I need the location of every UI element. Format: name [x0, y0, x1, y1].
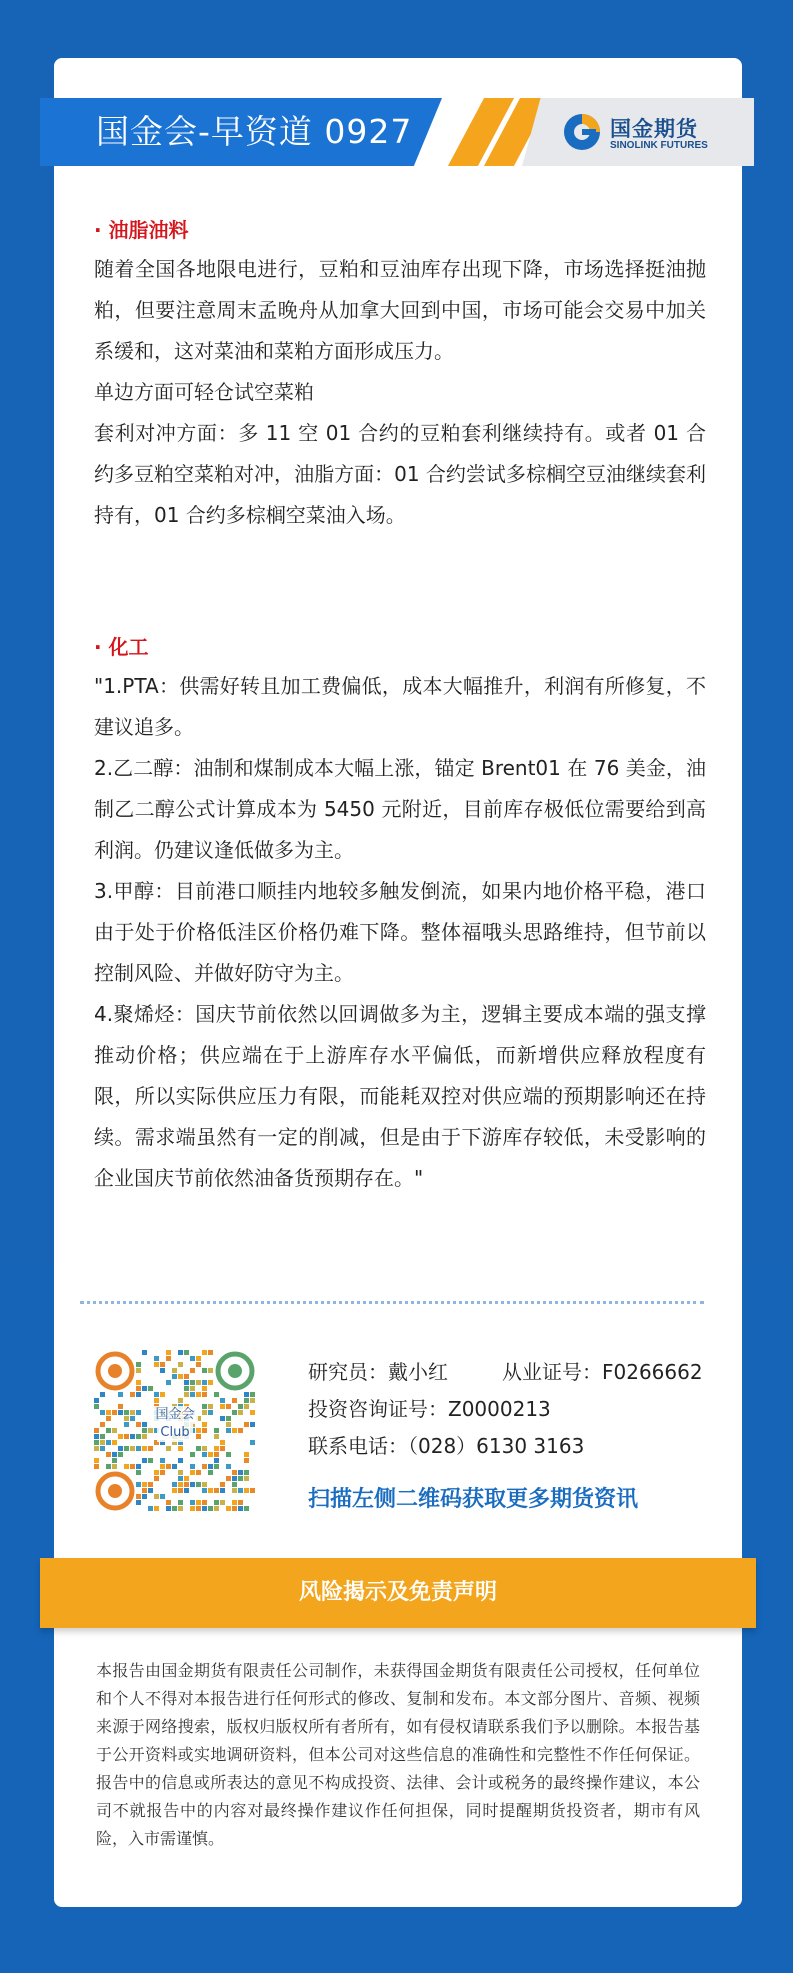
qr-module: [136, 1500, 141, 1505]
qr-label-line2: Club: [157, 1424, 192, 1442]
qr-module: [226, 1452, 231, 1457]
qr-module: [232, 1476, 237, 1481]
qr-module: [244, 1488, 249, 1493]
qr-module: [172, 1488, 177, 1493]
qr-module: [196, 1506, 201, 1511]
qr-module: [214, 1458, 219, 1463]
qr-module: [202, 1506, 207, 1511]
qr-module: [154, 1476, 159, 1481]
qr-module: [178, 1506, 183, 1511]
qr-module: [160, 1494, 165, 1499]
qr-module: [202, 1368, 207, 1373]
qr-module: [196, 1392, 201, 1397]
qr-module: [160, 1368, 165, 1373]
qr-module: [166, 1356, 171, 1361]
qr-module: [190, 1464, 195, 1469]
qr-module: [208, 1464, 213, 1469]
qr-module: [184, 1488, 189, 1493]
qr-module: [226, 1464, 231, 1469]
dotted-divider: [80, 1301, 704, 1304]
qr-module: [202, 1500, 207, 1505]
qr-module: [202, 1380, 207, 1385]
qr-module: [250, 1392, 255, 1397]
qr-module: [148, 1488, 153, 1493]
qr-module: [100, 1446, 105, 1451]
qr-module: [148, 1458, 153, 1463]
qr-module: [142, 1458, 147, 1463]
qr-module: [202, 1488, 207, 1493]
qr-module: [136, 1482, 141, 1487]
qr-module: [202, 1452, 207, 1457]
qr-module: [184, 1476, 189, 1481]
qr-module: [208, 1368, 213, 1373]
qr-module: [208, 1506, 213, 1511]
qr-module: [196, 1482, 201, 1487]
qr-module: [130, 1446, 135, 1451]
qr-module: [94, 1398, 99, 1403]
qr-module: [178, 1446, 183, 1451]
qr-module: [244, 1476, 249, 1481]
qr-module: [190, 1482, 195, 1487]
qr-module: [232, 1398, 237, 1403]
logo-text-cn: 国金期货: [610, 117, 698, 141]
qr-module: [160, 1458, 165, 1463]
qr-module: [178, 1458, 183, 1463]
qr-module: [232, 1506, 237, 1511]
qr-module: [166, 1446, 171, 1451]
qr-module: [142, 1350, 147, 1355]
qr-module: [214, 1500, 219, 1505]
qr-module: [184, 1380, 189, 1385]
qr-module: [136, 1494, 141, 1499]
phone-number: 联系电话：（028）6130 3163: [308, 1434, 585, 1458]
qr-module: [112, 1452, 117, 1457]
qr-module: [136, 1386, 141, 1391]
qr-module: [196, 1362, 201, 1367]
risk-title: 风险揭示及免责声明: [298, 1580, 497, 1605]
qr-module: [130, 1464, 135, 1469]
qr-module: [118, 1452, 123, 1457]
qr-module: [244, 1506, 249, 1511]
section-paragraph: 单边方面可轻仓试空菜粕: [94, 380, 314, 404]
qr-label: [94, 1406, 256, 1442]
qr-finder-dot: [108, 1484, 122, 1498]
qr-module: [154, 1506, 159, 1511]
qr-module: [190, 1500, 195, 1505]
qr-module: [118, 1446, 123, 1451]
qr-module: [160, 1470, 165, 1475]
qr-module: [106, 1452, 111, 1457]
qr-module: [148, 1506, 153, 1511]
qr-module: [178, 1470, 183, 1475]
qr-module: [160, 1392, 165, 1397]
qr-module: [232, 1500, 237, 1505]
qr-module: [208, 1350, 213, 1355]
qr-module: [112, 1464, 117, 1469]
qr-module: [244, 1452, 249, 1457]
qr-module: [136, 1470, 141, 1475]
qr-module: [196, 1380, 201, 1385]
qr-module: [142, 1482, 147, 1487]
qr-finder-dot: [108, 1364, 122, 1378]
qr-module: [220, 1500, 225, 1505]
qr-module: [94, 1446, 99, 1451]
qr-module: [220, 1482, 225, 1487]
qr-module: [148, 1482, 153, 1487]
qr-module: [136, 1392, 141, 1397]
qr-module: [232, 1482, 237, 1487]
qr-module: [154, 1494, 159, 1499]
qr-finder-dot: [228, 1364, 242, 1378]
qr-module: [196, 1446, 201, 1451]
qr-module: [190, 1380, 195, 1385]
qr-module: [202, 1446, 207, 1451]
qr-module: [178, 1488, 183, 1493]
qr-module: [178, 1476, 183, 1481]
qr-module: [94, 1458, 99, 1463]
qr-module: [166, 1506, 171, 1511]
qr-module: [202, 1386, 207, 1391]
qr-module: [154, 1362, 159, 1367]
qr-module: [226, 1506, 231, 1511]
license-number: 从业证号：F0266662: [502, 1360, 703, 1384]
qr-module: [214, 1488, 219, 1493]
qr-module: [214, 1464, 219, 1469]
researcher-name: 研究员：戴小红: [308, 1360, 448, 1384]
qr-module: [184, 1392, 189, 1397]
section-paragraph: 4.聚烯烃：国庆节前依然以回调做多为主，逻辑主要成本端的强支撑推动价格；供应端在于上游库存水平偏低，而新增供应释放程度有限，所以实际供应压力有限，而能耗双控对供应端的预期影响还在持续。需求端虽然有一定的削减，但是由于下游库存较低，未受影响的企业国庆节前依然油备货预期存在。": [94, 1002, 706, 1190]
qr-module: [136, 1380, 141, 1385]
qr-module: [196, 1500, 201, 1505]
qr-module: [208, 1470, 213, 1475]
qr-code[interactable]: [94, 1350, 256, 1512]
qr-module: [244, 1392, 249, 1397]
section-heading: · 化工: [94, 635, 149, 659]
section-paragraph: 2.乙二醇：油制和煤制成本大幅上涨，锚定 Brent01 在 76 美金，油制乙二醇公式计算成本为 5450 元附近，目前库存极低位需要给到高利润。仍建议逢低做多为主。: [94, 756, 706, 862]
qr-module: [190, 1452, 195, 1457]
section-chemicals: [94, 628, 706, 1199]
qr-module: [202, 1350, 207, 1355]
qr-module: [226, 1476, 231, 1481]
qr-module: [136, 1464, 141, 1469]
section-heading: · 油脂油料: [94, 218, 189, 242]
qr-module: [94, 1464, 99, 1469]
qr-module: [184, 1386, 189, 1391]
qr-module: [208, 1488, 213, 1493]
qr-module: [232, 1470, 237, 1475]
qr-module: [178, 1482, 183, 1487]
qr-module: [244, 1398, 249, 1403]
qr-module: [154, 1398, 159, 1403]
qr-module: [244, 1458, 249, 1463]
qr-module: [220, 1446, 225, 1451]
qr-module: [190, 1386, 195, 1391]
qr-module: [148, 1386, 153, 1391]
qr-module: [190, 1392, 195, 1397]
qr-module: [160, 1362, 165, 1367]
qr-module: [172, 1374, 177, 1379]
qr-module: [250, 1488, 255, 1493]
qr-module: [190, 1356, 195, 1361]
qr-module: [178, 1398, 183, 1403]
qr-module: [166, 1380, 171, 1385]
qr-module: [208, 1452, 213, 1457]
qr-module: [232, 1488, 237, 1493]
qr-module: [238, 1488, 243, 1493]
qr-module: [124, 1446, 129, 1451]
qr-module: [118, 1392, 123, 1397]
qr-module: [190, 1470, 195, 1475]
qr-module: [166, 1464, 171, 1469]
qr-module: [172, 1482, 177, 1487]
qr-module: [148, 1446, 153, 1451]
qr-module: [244, 1470, 249, 1475]
qr-module: [190, 1368, 195, 1373]
qr-module: [178, 1374, 183, 1379]
qr-module: [136, 1362, 141, 1367]
disclaimer-text: 本报告由国金期货有限责任公司制作，未获得国金期货有限责任公司授权，任何单位和个人不得对本报告进行任何形式的修改、复制和发布。本文部分图片、音频、视频来源于网络搜索，版权归版权所有者所有，如有侵权请联系我们予以删除。本报告基于公开资料或实地调研资料，但本公司对这些信息的准确性和完整性不作任何保证。报告中的信息或所表达的意见不构成投资、法律、会计或税务的最终操作建议，本公司不就报告中的内容对最终操作建议作任何担保，同时提醒期货投资者，期市有风险，入市需谨慎。: [96, 1661, 700, 1848]
qr-module: [220, 1398, 225, 1403]
qr-module: [214, 1446, 219, 1451]
qr-module: [172, 1464, 177, 1469]
qr-module: [202, 1482, 207, 1487]
qr-module: [202, 1464, 207, 1469]
qr-module: [178, 1350, 183, 1355]
qr-module: [196, 1470, 201, 1475]
qr-module: [238, 1506, 243, 1511]
qr-module: [184, 1350, 189, 1355]
qr-module: [238, 1476, 243, 1481]
qr-module: [154, 1392, 159, 1397]
qr-module: [172, 1506, 177, 1511]
qr-module: [238, 1470, 243, 1475]
qr-module: [178, 1500, 183, 1505]
qr-module: [106, 1464, 111, 1469]
qr-module: [196, 1356, 201, 1361]
sinolink-logo-icon: [562, 112, 602, 152]
qr-module: [130, 1392, 135, 1397]
qr-module: [250, 1398, 255, 1403]
page-title: 国金会-早资道 0927: [96, 112, 413, 151]
qr-module: [214, 1452, 219, 1457]
qr-module: [100, 1392, 105, 1397]
qr-module: [190, 1506, 195, 1511]
qr-module: [142, 1488, 147, 1493]
section-paragraph: 3.甲醇：目前港口顺挂内地较多触发倒流，如果内地价格平稳，港口由于处于价格低洼区价格仍难下降。整体福哦头思路维持，但节前以控制风险、并做好防守为主。: [94, 879, 706, 985]
qr-module: [166, 1500, 171, 1505]
section-paragraph: "1.PTA：供需好转且加工费偏低，成本大幅推升，利润有所修复，不建议追多。: [94, 674, 706, 739]
qr-module: [136, 1446, 141, 1451]
qr-module: [160, 1464, 165, 1469]
logo-text-en: SINOLINK FUTURES: [610, 140, 708, 151]
qr-module: [184, 1482, 189, 1487]
section-paragraph: 随着全国各地限电进行，豆粕和豆油库存出现下降，市场选择挺油抛粕，但要注意周末孟晚舟从加拿大回到中国，市场可能会交易中加关系缓和，这对菜油和菜粕方面形成压力。: [94, 257, 706, 363]
qr-module: [214, 1506, 219, 1511]
qr-module: [136, 1368, 141, 1373]
section-paragraph: 套利对冲方面：多 11 空 01 合约的豆粕套利继续持有。或者 01 合约多豆粕空菜粕对冲，油脂方面：01 合约尝试多棕榈空豆油继续套利持有，01 合约多棕榈空菜油入场。: [94, 421, 706, 527]
qr-module: [112, 1458, 117, 1463]
qr-module: [142, 1386, 147, 1391]
qr-module: [220, 1488, 225, 1493]
section-oils: [94, 211, 706, 536]
qr-module: [154, 1356, 159, 1361]
qr-module: [184, 1374, 189, 1379]
qr-module: [124, 1464, 129, 1469]
qr-module: [178, 1362, 183, 1367]
scan-prompt: 扫描左侧二维码获取更多期货资讯: [308, 1487, 639, 1512]
qr-module: [166, 1350, 171, 1355]
qr-module: [142, 1494, 147, 1499]
qr-module: [202, 1392, 207, 1397]
qr-module: [238, 1500, 243, 1505]
consult-license: 投资咨询证号：Z0000213: [308, 1397, 551, 1421]
qr-module: [172, 1368, 177, 1373]
qr-module: [154, 1470, 159, 1475]
qr-module: [208, 1380, 213, 1385]
qr-label-line1: 国金会: [152, 1406, 197, 1424]
qr-module: [214, 1392, 219, 1397]
qr-module: [142, 1446, 147, 1451]
